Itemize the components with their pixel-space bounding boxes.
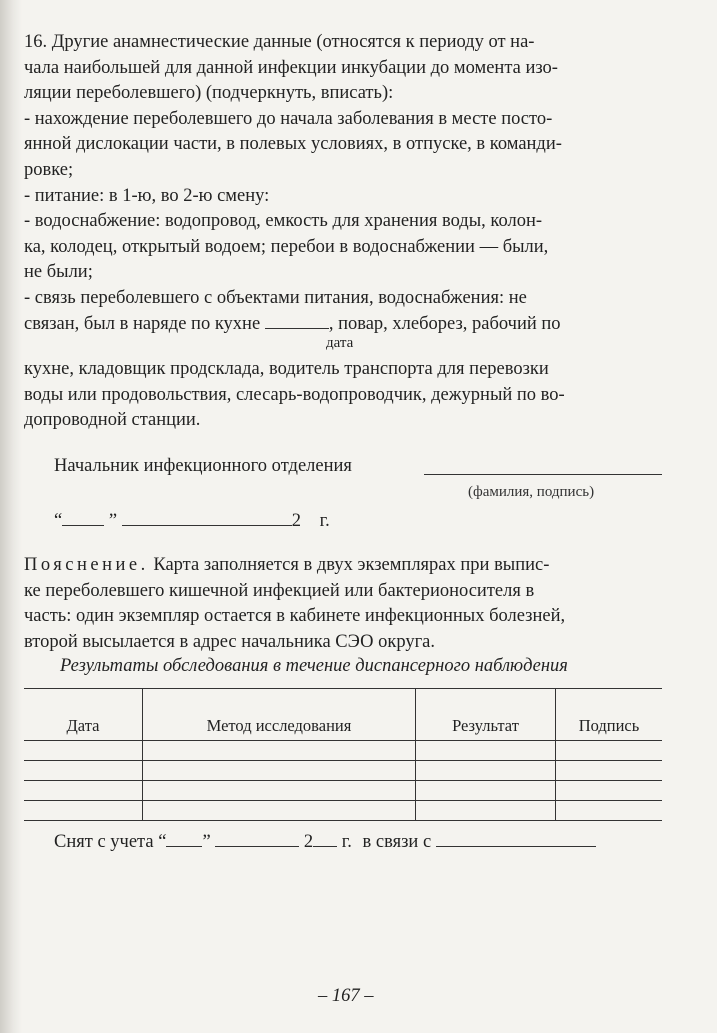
page-spine-shadow [0, 0, 22, 1033]
table-row [24, 781, 662, 801]
section16-line: ка, колодец, открытый водоем; перебои в водоснабжении — были, [24, 236, 549, 257]
day-field[interactable] [62, 509, 104, 526]
date-cell[interactable] [24, 741, 143, 761]
results-table [24, 688, 662, 821]
year-prefix: 2 [291, 511, 301, 531]
table-row [24, 741, 662, 761]
result-cell[interactable] [416, 761, 556, 781]
section16-line: - водоснабжение: водопровод, емкость для хранения воды, колон- [24, 211, 542, 232]
section16-line: янной дислокации части, в полевых условиях, в отпуске, в команди- [24, 134, 562, 155]
result-cell[interactable] [416, 741, 556, 761]
deregistration-day-field[interactable] [166, 830, 202, 847]
date-cell[interactable] [24, 761, 143, 781]
signature-field[interactable] [424, 474, 662, 475]
method-cell[interactable] [143, 781, 416, 801]
date-cell[interactable] [24, 801, 143, 821]
year-suffix: г. [341, 832, 352, 852]
section16-line: 16. Другие анамнестические данные (относятся к периоду от на- [24, 32, 535, 52]
deregistration-month-field[interactable] [215, 830, 299, 847]
signature-cell[interactable] [556, 801, 663, 821]
column-header-date: Дата [24, 689, 143, 741]
method-cell[interactable] [143, 801, 416, 821]
blank-caption-row [24, 337, 664, 357]
section16-line: - питание: в 1-ю, во 2-ю смену: [24, 185, 270, 206]
section16-line: - нахождение переболевшего до начала заболевания в месте посто- [24, 108, 553, 129]
result-cell[interactable] [416, 781, 556, 801]
section16-line: ляции переболевшего) (подчеркнуть, вписать): [24, 83, 394, 104]
open-quote: “ [54, 511, 63, 531]
open-quote: “ [158, 832, 167, 852]
year-prefix: 2 [303, 832, 314, 852]
signature-cell[interactable] [556, 781, 663, 801]
explanation-note [24, 553, 664, 655]
column-header-result: Результат [416, 689, 556, 741]
section16-line: ровке; [24, 159, 74, 180]
reason-field[interactable] [436, 830, 596, 847]
note-line: часть: один экземпляр остается в кабинете инфекционных болезней, [24, 606, 566, 627]
signature-date-row [54, 509, 330, 532]
kitchen-duty-date-field[interactable] [265, 312, 329, 329]
note-line [24, 553, 664, 579]
section16-line: допроводной станции. [24, 410, 201, 431]
note-line: ке переболевшего кишечной инфекцией или бактерионосителя в [24, 580, 535, 601]
deregistration-label: Снят с учета [54, 832, 154, 852]
table-header-row [24, 689, 662, 741]
section16-line: - связь переболевшего с объектами питания, водоснабжения: не [24, 287, 527, 308]
method-cell[interactable] [143, 741, 416, 761]
result-cell[interactable] [416, 801, 556, 821]
deregistration-row [54, 830, 596, 853]
section-16 [24, 30, 664, 434]
section16-line: воды или продовольствия, слесарь-водопроводчик, дежурный по во- [24, 384, 565, 405]
column-header-method: Метод исследования [143, 689, 416, 741]
table-row [24, 801, 662, 821]
reason-label: в связи с [362, 832, 432, 852]
year-suffix: г. [319, 511, 330, 531]
date-cell[interactable] [24, 781, 143, 801]
month-field[interactable] [122, 509, 292, 526]
close-quote: ” [202, 832, 211, 852]
page-number: – 167 – [318, 986, 374, 1006]
close-quote: ” [108, 511, 118, 531]
note-line: второй высылается в адрес начальника СЭО округа. [24, 631, 435, 652]
signature-cell[interactable] [556, 761, 663, 781]
section16-line: чала наибольшей для данной инфекции инкубации до момента изо- [24, 57, 558, 78]
section16-line: не были; [24, 262, 93, 283]
table-row [24, 761, 662, 781]
kitchen-roles-text: , повар, хлеборез, рабочий по [328, 313, 561, 334]
signature-cell[interactable] [556, 741, 663, 761]
kitchen-duty-text: связан, был в наряде по кухне [24, 313, 261, 334]
section16-line: кухне, кладовщик продсклада, водитель транспорта для перевозки [24, 359, 549, 380]
method-cell[interactable] [143, 761, 416, 781]
column-header-signature: Подпись [556, 689, 663, 741]
note-heading: Пояснение. [24, 555, 149, 575]
deregistration-year-field[interactable] [313, 830, 337, 847]
department-head-label: Начальник инфекционного отделения [54, 456, 352, 476]
date-caption: дата [326, 335, 354, 352]
note-text: Карта заполняется в двух экземплярах при выпис- [153, 555, 550, 575]
results-table-title: Результаты обследования в течение диспансерного наблюдения [60, 656, 568, 676]
signature-caption: (фамилия, подпись) [468, 484, 595, 500]
